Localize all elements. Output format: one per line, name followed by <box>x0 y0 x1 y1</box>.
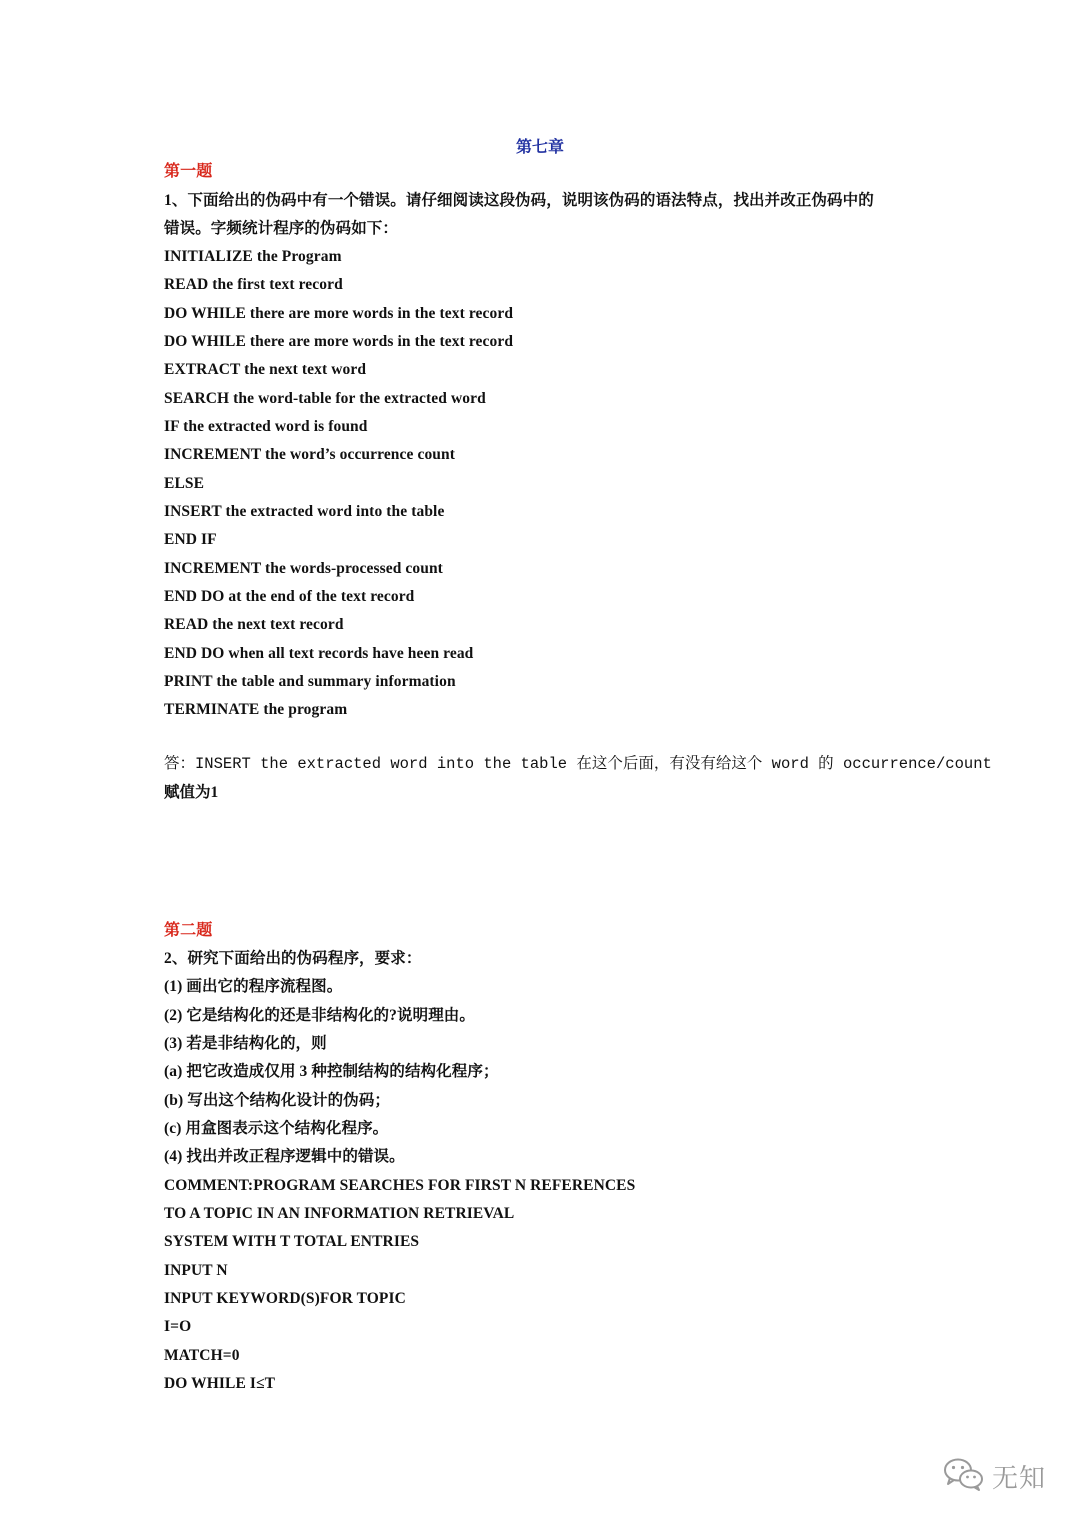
question-2-line: I=O <box>164 1318 192 1335</box>
question-1-answer-line-1: 答：INSERT the extracted word into the table 在这个后面，有没有给这个 word 的 occurrence/count <box>164 755 992 773</box>
question-2-line: INPUT N <box>164 1262 228 1279</box>
code-line: INSERT the extracted word into the table <box>164 503 445 520</box>
chapter-title: 第七章 <box>515 139 564 156</box>
code-line: INCREMENT the words-processed count <box>164 560 443 577</box>
question-1-answer-line-2: 赋值为1 <box>164 784 219 801</box>
code-line: EXTRACT the next text word <box>164 361 367 378</box>
question-2-line: (1) 画出它的程序流程图。 <box>164 978 343 995</box>
code-line: ELSE <box>164 475 205 492</box>
question-2-line: (a) 把它改造成仅用 3 种控制结构的结构化程序； <box>164 1063 499 1080</box>
question-2-line: 2、研究下面给出的伪码程序，要求： <box>164 950 422 967</box>
question-2-line: DO WHILE I≤T <box>164 1375 276 1392</box>
question-2-title: 第二题 <box>164 922 213 939</box>
question-2-line: COMMENT:PROGRAM SEARCHES FOR FIRST N REFERENCES <box>164 1177 636 1194</box>
question-2-line: (2) 它是结构化的还是非结构化的?说明理由。 <box>164 1007 475 1024</box>
question-2-line: TO A TOPIC IN AN INFORMATION RETRIEVAL <box>164 1205 515 1222</box>
code-line: DO WHILE there are more words in the text record <box>164 333 514 350</box>
code-line: READ the next text record <box>164 616 344 633</box>
code-line: INCREMENT the word’s occurrence count <box>164 446 455 463</box>
question-1-prompt-line-1: 1、下面给出的伪码中有一个错误。请仔细阅读这段伪码，说明该伪码的语法特点，找出并改正伪码中的 <box>164 192 874 209</box>
code-line: END DO at the end of the text record <box>164 588 415 605</box>
watermark-text: 无知 <box>991 1464 1046 1494</box>
question-2-line: INPUT KEYWORD(S)FOR TOPIC <box>164 1290 406 1307</box>
question-2-line: (b) 写出这个结构化设计的伪码； <box>164 1092 391 1109</box>
watermark <box>942 1456 1046 1497</box>
question-2-line: (4) 找出并改正程序逻辑中的错误。 <box>164 1148 405 1165</box>
code-line: TERMINATE the program <box>164 701 348 718</box>
code-line: SEARCH the word-table for the extracted word <box>164 390 486 407</box>
question-1-prompt-line-2: 错误。字频统计程序的伪码如下： <box>164 220 399 237</box>
code-line: PRINT the table and summary information <box>164 673 456 690</box>
code-line: END DO when all text records have heen read <box>164 645 474 662</box>
code-line: END IF <box>164 531 217 548</box>
code-line: INITIALIZE the Program <box>164 248 342 265</box>
code-line: READ the first text record <box>164 276 343 293</box>
question-2-line: SYSTEM WITH T TOTAL ENTRIES <box>164 1233 420 1250</box>
code-line: IF the extracted word is found <box>164 418 368 435</box>
question-2-line: MATCH=0 <box>164 1347 240 1364</box>
question-1-title: 第一题 <box>164 163 213 180</box>
wechat-icon <box>942 1456 986 1497</box>
question-2-line: (3) 若是非结构化的，则 <box>164 1035 327 1052</box>
question-2-line: (c) 用盒图表示这个结构化程序。 <box>164 1120 389 1137</box>
code-line: DO WHILE there are more words in the text record <box>164 305 514 322</box>
